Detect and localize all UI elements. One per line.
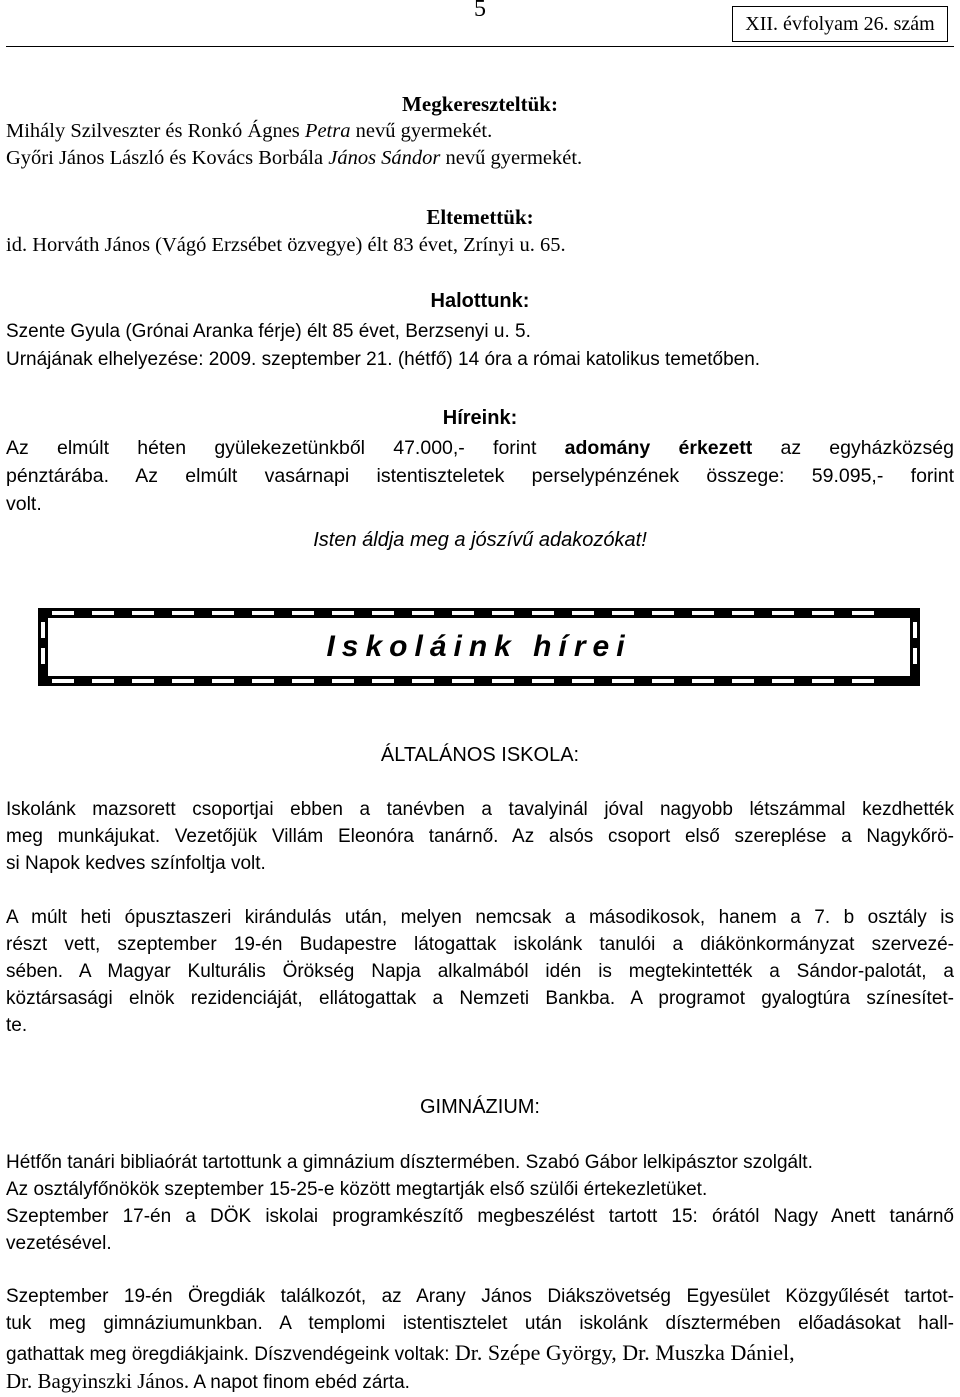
- gymnasium-p1-line-4: vezetésével.: [6, 1233, 112, 1254]
- baptized-line-2: Győri János László és Kovács Borbála János Sándor nevű gyermekét.: [6, 147, 583, 169]
- gymnasium-p1-line-2: Az osztályfőnökök szeptember 15-25-e között megtartják első szülői értekezletüket.: [6, 1179, 708, 1200]
- elementary-p1-line-2: meg munkájukat. Vezetőjük Villám Eleonóra tanárnő. Az alsós csoport első szereplése a Nagykőrö-: [6, 826, 954, 847]
- gymnasium-p2-line-2: tuk meg gimnáziumunkban. A templomi istentisztelet után iskolánk dísztermében előadásokat hall-: [6, 1313, 954, 1334]
- gymnasium-p2-line-1: Szeptember 19-én Öregdiák találkozót, az Arany János Diákszövetség Egyesület Közgyűlését tartot-: [6, 1286, 954, 1307]
- elementary-p2-line-1: A múlt heti ópusztaszeri kirándulás után, melyen nemcsak a másodikosok, hanem a 7. b osztály is: [6, 907, 954, 928]
- page-number: 5: [474, 0, 486, 22]
- elementary-p2-line-2: részt vett, szeptember 19-én Budapestre látogattak iskolánk tanulói a diákönkormányzat szervezé-: [6, 934, 954, 955]
- gymnasium-p2-line-3: gathattak meg öregdiákjaink. Díszvendégeink voltak: Dr. Szépe György, Dr. Muszka Dániel,: [6, 1340, 795, 1365]
- baptized-line-1: Mihály Szilveszter és Ronkó Ágnes Petra nevű gyermekét.: [6, 120, 493, 142]
- elementary-p1-line-3: si Napok kedves színfoltja volt.: [6, 853, 266, 874]
- deceased-title: Halottunk:: [430, 290, 530, 312]
- news-line-2: pénztárába. Az elmúlt vasárnapi istentiszteletek perselypénzének összege: 59.095,- forint: [6, 465, 954, 487]
- news-line-1: Az elmúlt héten gyülekezetünkből 47.000,- forint adomány érkezett az egyházközség: [6, 437, 954, 459]
- news-blessing: Isten áldja meg a jószívű adakozókat!: [313, 529, 647, 551]
- elementary-p2-line-5: te.: [6, 1015, 28, 1036]
- issue-label: XII. évfolyam 26. szám: [732, 6, 948, 42]
- gymnasium-p2-line-4: Dr. Bagyinszki János. A napot finom ebéd zárta.: [6, 1369, 410, 1393]
- elementary-title: ÁLTALÁNOS ISKOLA:: [380, 744, 580, 766]
- elementary-p2-line-3: sében. A Magyar Kulturális Örökség Napja alkalmából idén is megtekintették a Sándor-palotát, a: [6, 961, 954, 982]
- baptized-title: Megkereszteltük:: [402, 92, 558, 116]
- elementary-p2-line-4: köztársasági elnök rezidenciáját, ellátogattak a Nemzeti Bankba. A programot gyalogtúra színesítet-: [6, 988, 954, 1009]
- gymnasium-title: GIMNÁZIUM:: [420, 1096, 540, 1118]
- schools-banner: [38, 608, 920, 686]
- buried-line-1: id. Horváth János (Vágó Erzsébet özvegye) élt 83 évet, Zrínyi u. 65.: [6, 234, 566, 256]
- banner-title: Iskoláink hírei: [326, 630, 632, 663]
- news-title: Híreink:: [442, 407, 518, 429]
- deceased-line-2: Urnájának elhelyezése: 2009. szeptember 21. (hétfő) 14 óra a római katolikus temetőben.: [6, 349, 761, 370]
- buried-title: Eltemettük:: [426, 205, 534, 229]
- deceased-line-1: Szente Gyula (Grónai Aranka férje) élt 85 évet, Berzsenyi u. 5.: [6, 321, 531, 342]
- elementary-p1-line-1: Iskolánk mazsorett csoportjai ebben a tanévben a tavalyinál jóval nagyobb létszámmal kezdhették: [6, 799, 954, 820]
- news-line-3: volt.: [6, 493, 42, 515]
- header-rule: [6, 46, 954, 47]
- gymnasium-p1-line-1: Hétfőn tanári bibliaórát tartottunk a gimnázium dísztermében. Szabó Gábor lelkipásztor szolgált.: [6, 1152, 813, 1173]
- gymnasium-p1-line-3: Szeptember 17-én a DÖK iskolai programkészítő megbeszélést tartott 15: órától Nagy Anett tanárnő: [6, 1206, 954, 1227]
